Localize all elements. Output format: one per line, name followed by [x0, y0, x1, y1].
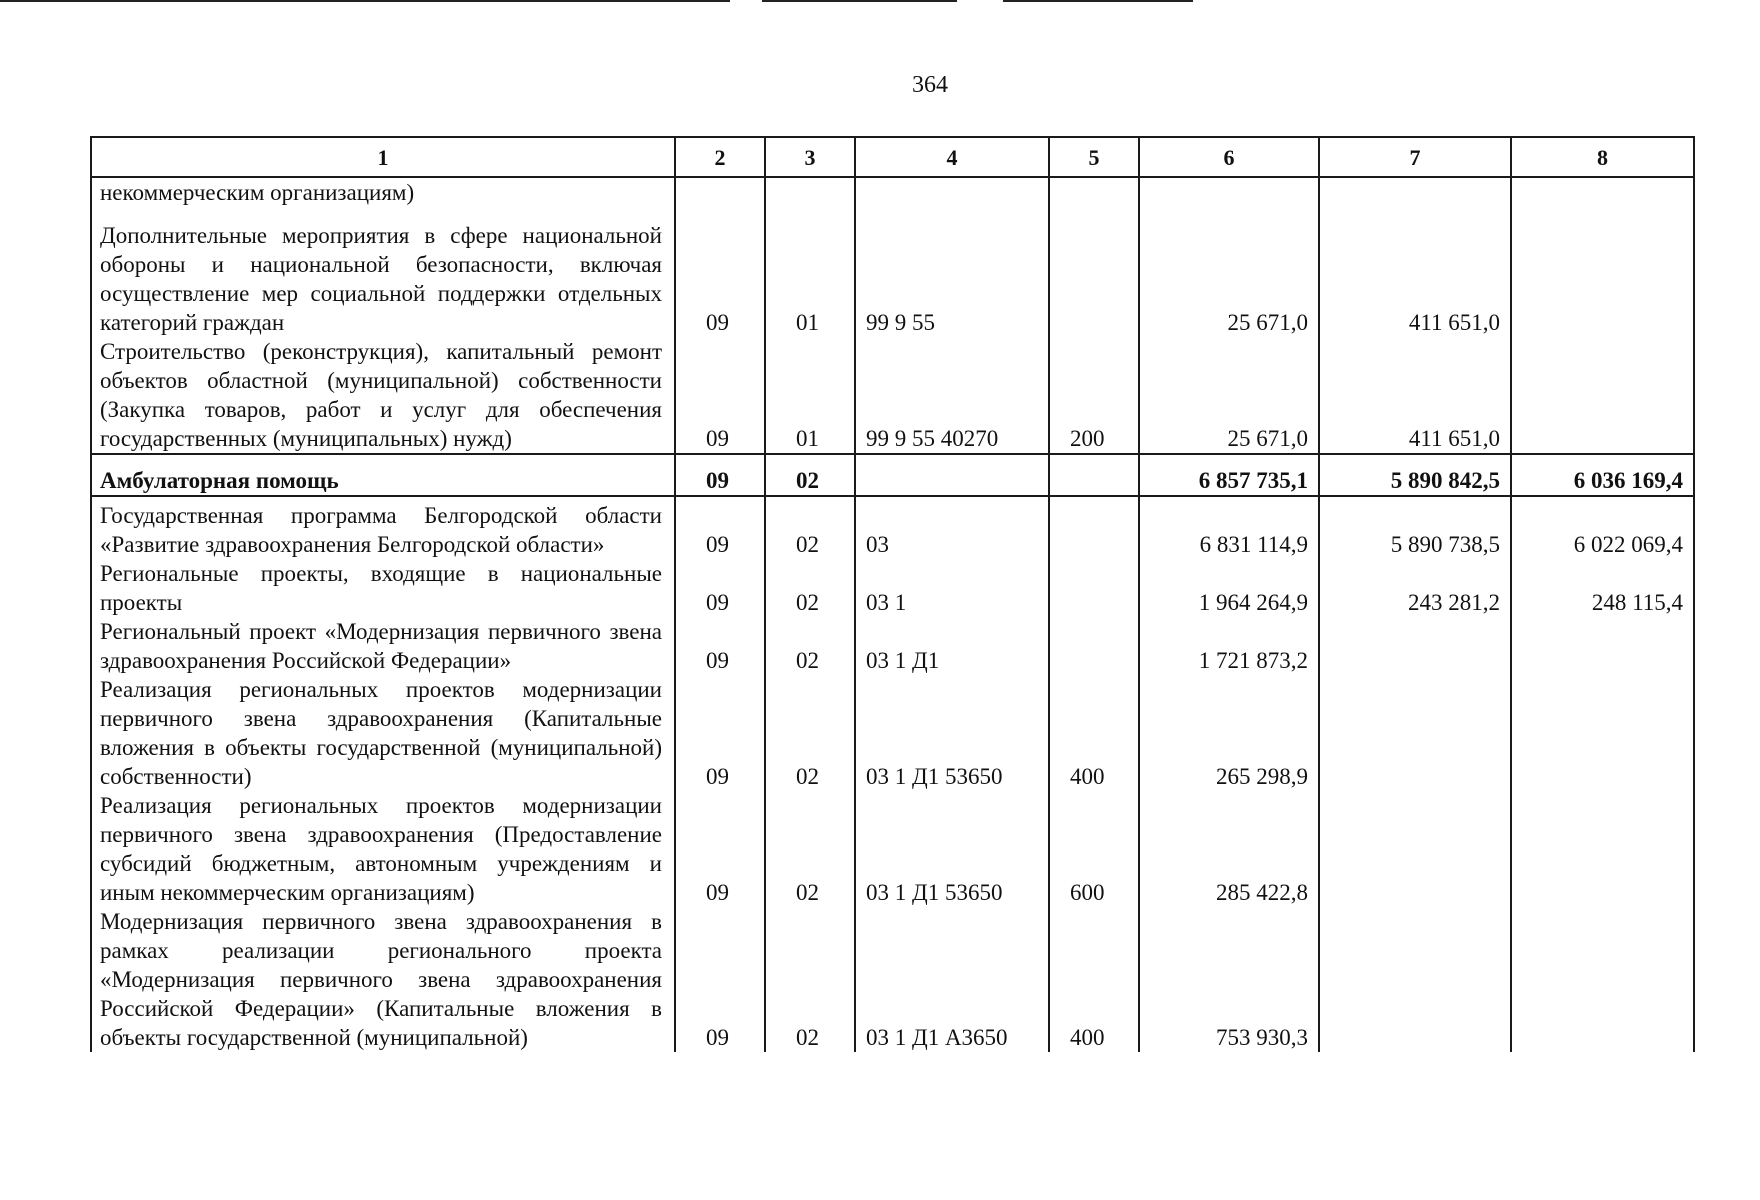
table-row [91, 496, 1694, 559]
row-description: Строительство (реконструкция), капитальный ремонт объектов областной (муниципальной) собственности (Закупка товаров, работ и услуг для обеспечения государственных (муниципальных) нужд) [91, 337, 675, 454]
row-amount-col8: 6 022 069,4 [1511, 496, 1694, 559]
row-subsection-code: 01 [765, 177, 855, 337]
row-target-article: 03 1 Д1 53650 [855, 791, 1049, 907]
row-amount-col8 [1511, 791, 1694, 907]
row-target-article: 03 1 Д1 А3650 [855, 907, 1049, 1052]
column-header-3: 3 [765, 137, 855, 177]
row-amount-col8 [1511, 177, 1694, 337]
row-amount-col8 [1511, 337, 1694, 454]
row-description: Региональный проект «Модернизация первичного звена здравоохранения Российской Федерации» [91, 617, 675, 675]
column-header-2: 2 [675, 137, 765, 177]
row-subsection-code: 02 [765, 559, 855, 617]
row-expense-type: 600 [1049, 791, 1139, 907]
row-section-code: 09 [675, 496, 765, 559]
row-expense-type: 400 [1049, 907, 1139, 1052]
row-amount-col8 [1511, 617, 1694, 675]
top-rule-middle [762, 0, 957, 2]
row-amount-col6: 25 671,0 [1139, 177, 1319, 337]
row-amount-col8: 6 036 169,4 [1511, 454, 1694, 496]
row-section-code: 09 [675, 791, 765, 907]
row-expense-type [1049, 177, 1139, 337]
row-amount-col7: 5 890 738,5 [1319, 496, 1511, 559]
row-subsection-code: 02 [765, 907, 855, 1052]
row-section-code: 09 [675, 617, 765, 675]
top-rule-right [1003, 0, 1193, 2]
page-number: 364 [912, 72, 948, 98]
row-expense-type: 400 [1049, 675, 1139, 791]
row-section-code: 09 [675, 675, 765, 791]
row-target-article: 03 1 Д1 [855, 617, 1049, 675]
column-header-4: 4 [855, 137, 1049, 177]
row-amount-col6: 6 831 114,9 [1139, 496, 1319, 559]
row-amount-col6: 25 671,0 [1139, 337, 1319, 454]
table-row [91, 337, 1694, 454]
row-section-code: 09 [675, 907, 765, 1052]
row-description-text: Дополнительные мероприятия в сфере национальной обороны и национальной безопасности, включая осуществление мер социальной поддержки отдельных категорий граждан [100, 223, 662, 335]
row-subsection-code: 02 [765, 617, 855, 675]
row-amount-col8 [1511, 907, 1694, 1052]
table-row [91, 177, 1694, 337]
row-description: Государственная программа Белгородской области «Развитие здравоохранения Белгородской области» [91, 496, 675, 559]
row-amount-col7 [1319, 791, 1511, 907]
row-description: Амбулаторная помощь [91, 454, 675, 496]
budget-table [90, 136, 1695, 1052]
row-amount-col7: 411 651,0 [1319, 177, 1511, 337]
row-target-article: 03 1 Д1 53650 [855, 675, 1049, 791]
row-expense-type: 200 [1049, 337, 1139, 454]
table-row [91, 907, 1694, 1052]
row-expense-type [1049, 617, 1139, 675]
row-amount-col7 [1319, 675, 1511, 791]
row-section-code: 09 [675, 337, 765, 454]
row-description: Реализация региональных проектов модернизации первичного звена здравоохранения (Предоставление субсидий бюджетным, автономным учреждениям и иным некоммерческим организациям) [91, 791, 675, 907]
row-amount-col7: 243 281,2 [1319, 559, 1511, 617]
column-header-1: 1 [91, 137, 675, 177]
row-amount-col6: 6 857 735,1 [1139, 454, 1319, 496]
column-header-5: 5 [1049, 137, 1139, 177]
row-section-code: 09 [675, 177, 765, 337]
row-expense-type [1049, 559, 1139, 617]
column-header-8: 8 [1511, 137, 1694, 177]
row-description [91, 177, 675, 337]
row-target-article: 03 1 [855, 559, 1049, 617]
row-amount-col6: 265 298,9 [1139, 675, 1319, 791]
column-number-row [91, 137, 1694, 177]
row-target-article [855, 454, 1049, 496]
row-target-article: 99 9 55 [855, 177, 1049, 337]
row-description: Модернизация первичного звена здравоохранения в рамках реализации регионального проекта «Модернизация первичного звена здравоохранения Российской Федерации» (Капитальные вложения в объекты государственной (муниципальной) [91, 907, 675, 1052]
table-row [91, 791, 1694, 907]
row-expense-type [1049, 496, 1139, 559]
row-subsection-code: 02 [765, 454, 855, 496]
row-amount-col8 [1511, 675, 1694, 791]
row-amount-col7: 5 890 842,5 [1319, 454, 1511, 496]
row-subsection-code: 02 [765, 791, 855, 907]
row-section-code: 09 [675, 559, 765, 617]
column-header-7: 7 [1319, 137, 1511, 177]
table-row-section-total [91, 454, 1694, 496]
row-amount-col7: 411 651,0 [1319, 337, 1511, 454]
continuation-text: некоммерческим организациям) [100, 180, 415, 205]
row-amount-col7 [1319, 617, 1511, 675]
table-row [91, 617, 1694, 675]
row-subsection-code: 01 [765, 337, 855, 454]
row-subsection-code: 02 [765, 675, 855, 791]
row-amount-col6: 1 721 873,2 [1139, 617, 1319, 675]
row-description: Реализация региональных проектов модернизации первичного звена здравоохранения (Капитальные вложения в объекты государственной (муниципальной) собственности) [91, 675, 675, 791]
row-amount-col6: 1 964 264,9 [1139, 559, 1319, 617]
row-amount-col7 [1319, 907, 1511, 1052]
row-description: Региональные проекты, входящие в национальные проекты [91, 559, 675, 617]
row-target-article: 99 9 55 40270 [855, 337, 1049, 454]
row-section-code: 09 [675, 454, 765, 496]
table-row [91, 675, 1694, 791]
table-row [91, 559, 1694, 617]
row-amount-col8: 248 115,4 [1511, 559, 1694, 617]
row-amount-col6: 285 422,8 [1139, 791, 1319, 907]
top-rule-left [0, 0, 730, 2]
row-expense-type [1049, 454, 1139, 496]
row-amount-col6: 753 930,3 [1139, 907, 1319, 1052]
column-header-6: 6 [1139, 137, 1319, 177]
row-subsection-code: 02 [765, 496, 855, 559]
row-target-article: 03 [855, 496, 1049, 559]
